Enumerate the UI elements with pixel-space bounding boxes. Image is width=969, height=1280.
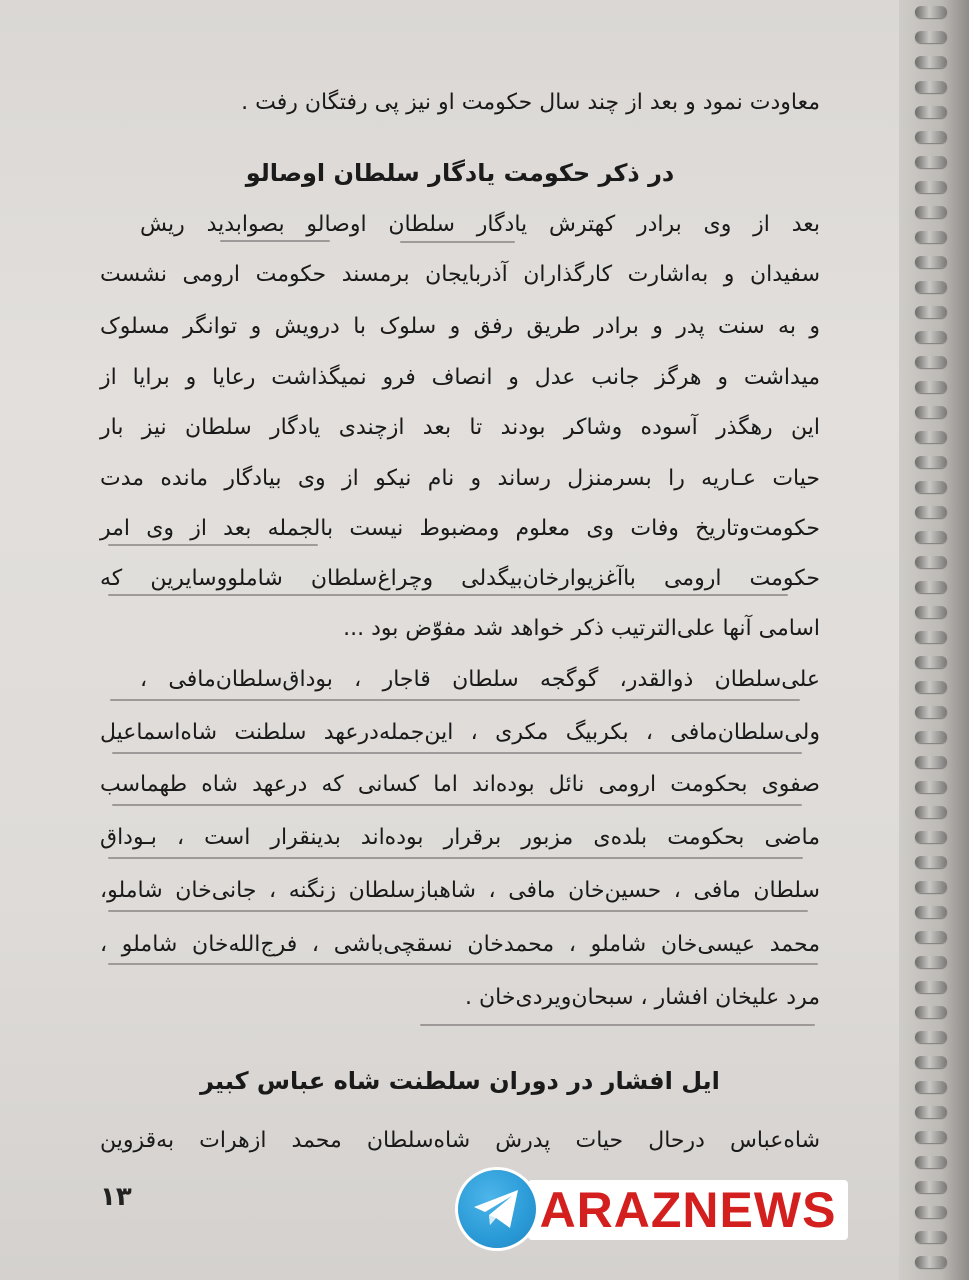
paragraph-line: محمد عیسی‌خان شاملو ، محمدخان نسقچی‌باشی ، فرج‌الله‌خان شاملو ، [100,932,820,957]
spiral-coil [915,1206,947,1218]
spiral-coil [915,1106,947,1118]
spiral-coil [915,506,947,518]
paragraph-line: بعد از وی برادر کهترش یادگار سلطان اوصالو بصوابدید ریش [140,212,820,237]
spiral-coil [915,181,947,193]
spiral-coil [915,806,947,818]
spiral-coil [915,556,947,568]
intro-line: معاودت نمود و بعد از چند سال حکومت او نیز پی رفتگان رفت . [241,90,820,115]
spiral-coil [915,706,947,718]
paragraph-line: حیات عـاریه را بسرمنزل رساند و نام نیکو از وی بیادگار مانده مدت [100,466,820,491]
spiral-coil [915,131,947,143]
pencil-underline [108,544,318,546]
pencil-underline [112,752,802,754]
page-body [100,0,820,1280]
spiral-coil [915,31,947,43]
spiral-coil [915,331,947,343]
spiral-coil [915,1056,947,1068]
pencil-underline [108,963,818,965]
spiral-coil [915,281,947,293]
spiral-coil [915,1181,947,1193]
spiral-coil [915,756,947,768]
spiral-coil [915,931,947,943]
paragraph-line: شاه‌عباس درحال حیات پدرش شاه‌سلطان محمد ازهرات به‌قزوین [100,1128,820,1153]
spiral-coil [915,1231,947,1243]
spiral-coil [915,1031,947,1043]
spiral-coil [915,731,947,743]
pencil-underline [108,594,788,596]
spiral-coil [915,781,947,793]
paragraph-line: حکومت ارومی باآغزیوارخان‌بیگدلی وچراغ‌سلطان شاملووسایرین که [100,566,820,591]
spiral-coil [915,906,947,918]
paragraph-line: سلطان مافی ، حسین‌خان مافی ، شاهبازسلطان زنگنه ، جانی‌خان شاملو، [100,878,820,903]
paragraph-line: حکومت‌وتاریخ وفات وی معلوم ومضبوط نیست بالجمله بعد از وی امر [100,516,820,541]
spiral-coil [915,306,947,318]
pencil-underline [220,240,330,242]
spiral-coil [915,881,947,893]
spiral-coil [915,856,947,868]
spiral-coil [915,1156,947,1168]
spiral-coil [915,456,947,468]
watermark-label-box [528,1180,848,1240]
spiral-coil [915,481,947,493]
paragraph-line: صفوی بحکومت ارومی نائل بوده‌اند اما کسانی که درعهد شاه طهماسب [100,772,820,797]
section-heading-afshar: ایل افشار در دوران سلطنت شاه عباس کبیر [200,1067,720,1095]
spiral-coil [915,206,947,218]
pencil-underline [400,241,515,243]
paragraph-line: اسامی آنها علی‌الترتیب ذکر خواهد شد مفوّض بود ... [343,616,820,641]
spiral-coil [915,956,947,968]
watermark [458,1170,858,1254]
spiral-coil [915,6,947,18]
paragraph-line: میداشت و هرگز جانب عدل و انصاف فرو نمیگذاشت رعایا و برایا از [100,365,820,390]
watermark-text: ARAZNEWS [539,1182,837,1238]
spiral-coil [915,631,947,643]
spiral-coil [915,656,947,668]
spiral-coil [915,231,947,243]
spiral-coil [915,106,947,118]
spiral-binding [899,0,969,1280]
spiral-coil [915,1256,947,1268]
spiral-coil [915,681,947,693]
spiral-coil [915,831,947,843]
pencil-underline [112,804,802,806]
spiral-coil [915,981,947,993]
pencil-underline [108,857,803,859]
paragraph-line: مرد علیخان افشار ، سبحان‌ویردی‌خان . [465,985,820,1010]
page-number: ۱۳ [100,1182,132,1212]
spiral-coil [915,56,947,68]
spiral-coil [915,581,947,593]
pencil-underline [420,1024,815,1026]
spiral-coil [915,606,947,618]
spiral-coil [915,1131,947,1143]
paragraph-line: و به سنت پدر و برادر طریق رفق و سلوک با درویش و توانگر مسلوک [100,314,820,339]
telegram-icon [458,1170,536,1248]
paragraph-line: ماضی بحکومت بلده‌ی مزبور برقرار بوده‌اند بدینقرار است ، بـوداق [100,825,820,850]
spiral-coil [915,1081,947,1093]
spiral-coil [915,431,947,443]
pencil-underline [108,910,808,912]
spiral-coil [915,256,947,268]
spiral-coil [915,156,947,168]
paragraph-line: سفیدان و به‌اشارت کارگذاران آذربایجان برمسند حکومت ارومی نشست [100,262,820,287]
spiral-coil [915,81,947,93]
spiral-coil [915,356,947,368]
spiral-coil [915,381,947,393]
pencil-underline [110,699,800,701]
spiral-coil [915,531,947,543]
paragraph-line: این رهگذر آسوده وشاکر بودند تا بعد ازچندی یادگار سلطان نیز بار [100,415,820,440]
spiral-coil [915,406,947,418]
paragraph-line: علی‌سلطان ذوالقدر، گوگجه سلطان قاجار ، بوداق‌سلطان‌مافی ، [140,667,820,692]
paragraph-line: ولی‌سلطان‌مافی ، بکربیگ مکری ، این‌جمله‌درعهد سلطنت شاه‌اسماعیل [100,720,820,745]
spiral-coil [915,1006,947,1018]
section-heading-yadegar: در ذکر حکومت یادگار سلطان اوصالو [245,159,675,187]
